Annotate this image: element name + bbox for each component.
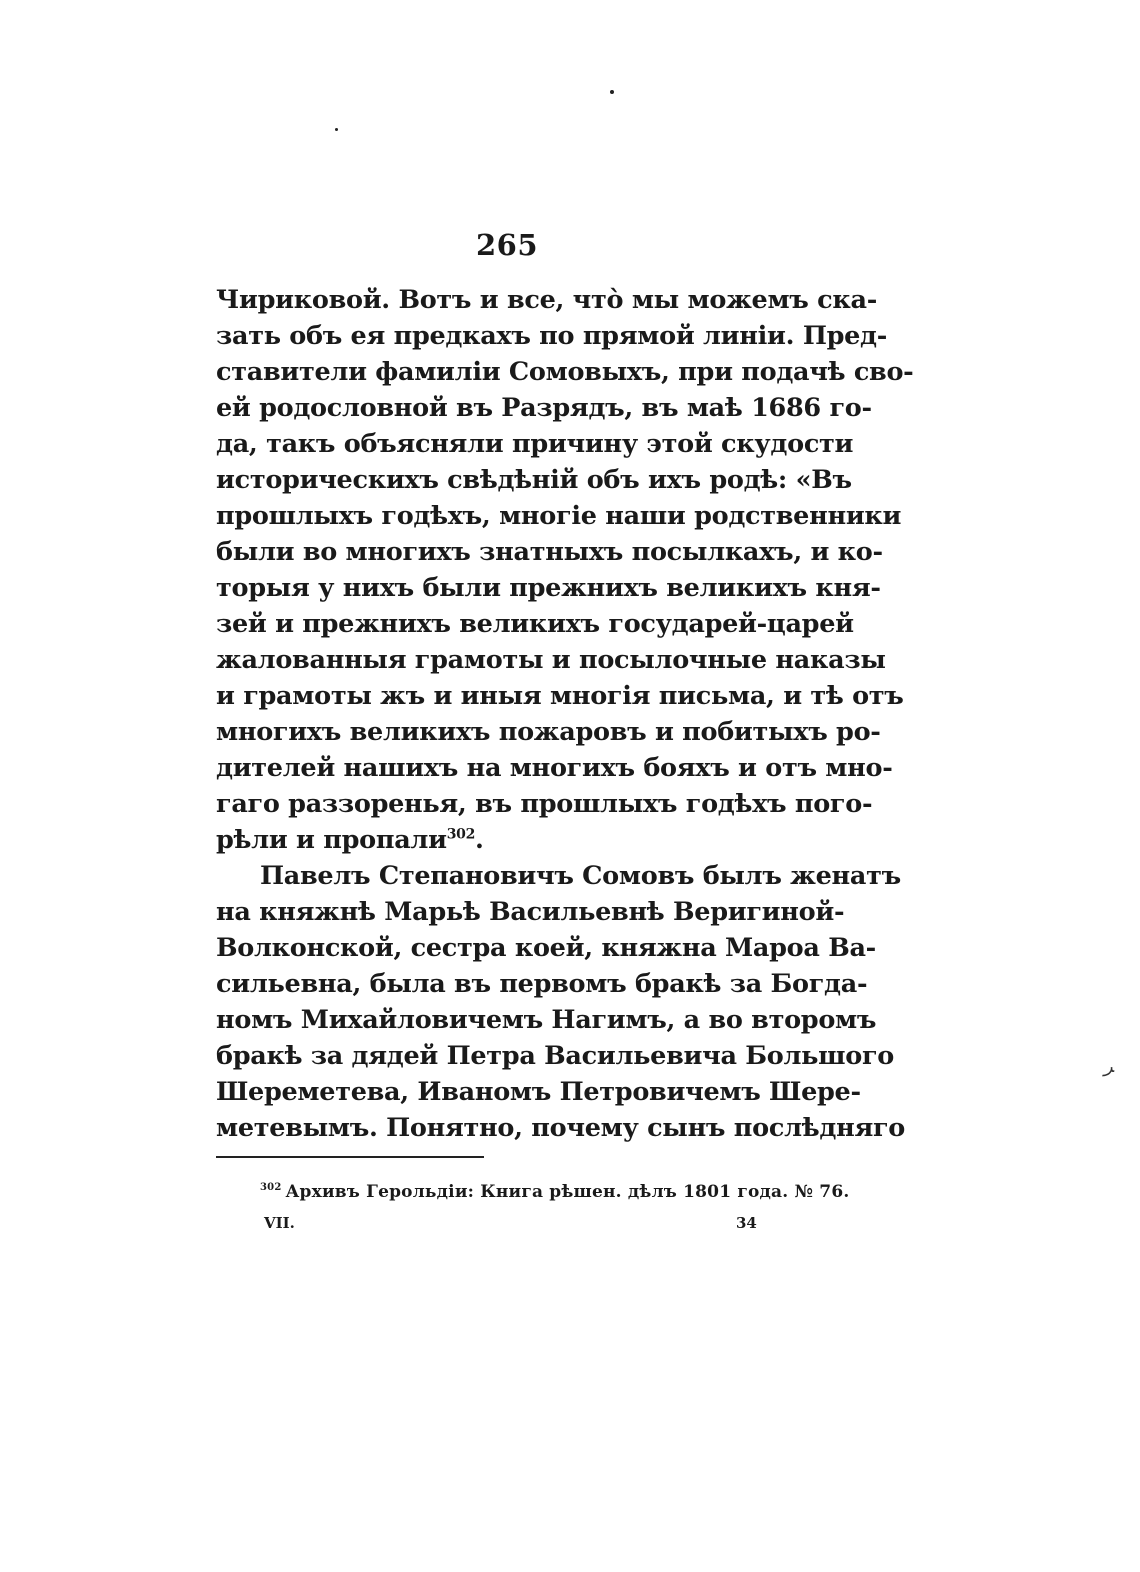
text-line	[216, 1002, 877, 1038]
text-line	[216, 606, 854, 642]
text-line-content: на княжнѣ Марьѣ Васильевнѣ Веригиной-	[216, 897, 845, 927]
text-line-content: метевымъ. Понятно, почему сынъ послѣдняго	[216, 1113, 906, 1143]
text-line-content: да, такъ объясняли причину этой скудости	[216, 429, 854, 459]
text-line	[216, 714, 881, 750]
text-line	[216, 498, 902, 534]
footnote-reference: 302	[446, 826, 476, 843]
text-line	[216, 642, 886, 678]
dust-speck-top-left	[335, 128, 338, 131]
text-line-content: зать объ ея предкахъ по прямой линіи. Пред-	[216, 321, 888, 351]
text-line	[216, 966, 868, 1002]
footnote-rule	[216, 1156, 484, 1158]
text-line	[216, 894, 845, 930]
text-line	[216, 1074, 861, 1110]
text-line-content: гаго раззоренья, въ прошлыхъ годѣхъ пого-	[216, 789, 873, 819]
text-line-content: были во многихъ знатныхъ посылкахъ, и ко-	[216, 537, 883, 567]
signature-mark: VII.	[264, 1214, 295, 1232]
text-line-content: жалованныя грамоты и посылочные наказы	[216, 645, 886, 675]
text-line-content: торыя у нихъ были прежнихъ великихъ кня-	[216, 573, 881, 603]
text-line-content: ставители фамиліи Сомовыхъ, при подачѣ сво-	[216, 357, 914, 387]
text-line	[216, 534, 883, 570]
text-line	[216, 1038, 894, 1074]
text-line-content: номъ Михайловичемъ Нагимъ, а во второмъ	[216, 1005, 877, 1035]
text-line	[216, 570, 881, 606]
text-line-content: Чириковой. Вотъ и все, чтò мы можемъ ска-	[216, 285, 877, 315]
text-line-content: историческихъ свѣдѣній объ ихъ родѣ: «Въ	[216, 465, 852, 495]
text-line-content: и грамоты жъ и иныя многія письма, и тѣ отъ	[216, 681, 904, 711]
text-line	[216, 678, 904, 714]
text-line	[216, 354, 914, 390]
footnote-mark: 302	[260, 1182, 282, 1194]
margin-mark: ﺮ	[1104, 1056, 1114, 1077]
text-line-content: дителей нашихъ на многихъ бояхъ и отъ мно-	[216, 753, 893, 783]
text-line	[216, 1110, 906, 1146]
text-line	[216, 750, 893, 786]
text-line-content: прошлыхъ годѣхъ, многіе наши родственники	[216, 501, 902, 531]
text-line-content: Павелъ Степановичъ Сомовъ былъ женатъ	[260, 861, 901, 891]
text-line	[216, 390, 872, 426]
dust-speck-top-right	[610, 90, 614, 94]
text-line-content: рѣли и пропали	[216, 825, 447, 855]
footnote-text: Архивъ Герольдіи: Книга рѣшен. дѣлъ 1801 года. № 76.	[285, 1182, 850, 1202]
text-line-content: ей родословной въ Разрядъ, въ маѣ 1686 го-	[216, 393, 872, 423]
page-number: 265	[475, 228, 539, 262]
text-line	[216, 282, 877, 318]
sheet-number: 34	[736, 1214, 757, 1232]
text-line-tail: .	[475, 825, 484, 855]
text-line	[216, 426, 854, 462]
text-line	[216, 318, 888, 354]
footnote	[260, 1182, 849, 1202]
body-text	[216, 282, 914, 1146]
text-line	[216, 462, 852, 498]
text-line	[216, 822, 800, 858]
text-line	[216, 786, 873, 822]
text-line	[216, 858, 901, 894]
text-line-content: Шереметева, Иваномъ Петровичемъ Шере-	[216, 1077, 861, 1107]
text-line-content: сильевна, была въ первомъ бракѣ за Богда-	[216, 969, 868, 999]
text-line-content: зей и прежнихъ великихъ государей-царей	[216, 609, 854, 639]
text-line-content: Волконской, сестра коей, княжна Мароа Ва-	[216, 933, 876, 963]
text-line-content: бракѣ за дядей Петра Васильевича Большого	[216, 1041, 894, 1071]
text-line	[216, 930, 876, 966]
text-line-content: многихъ великихъ пожаровъ и побитыхъ ро-	[216, 717, 881, 747]
